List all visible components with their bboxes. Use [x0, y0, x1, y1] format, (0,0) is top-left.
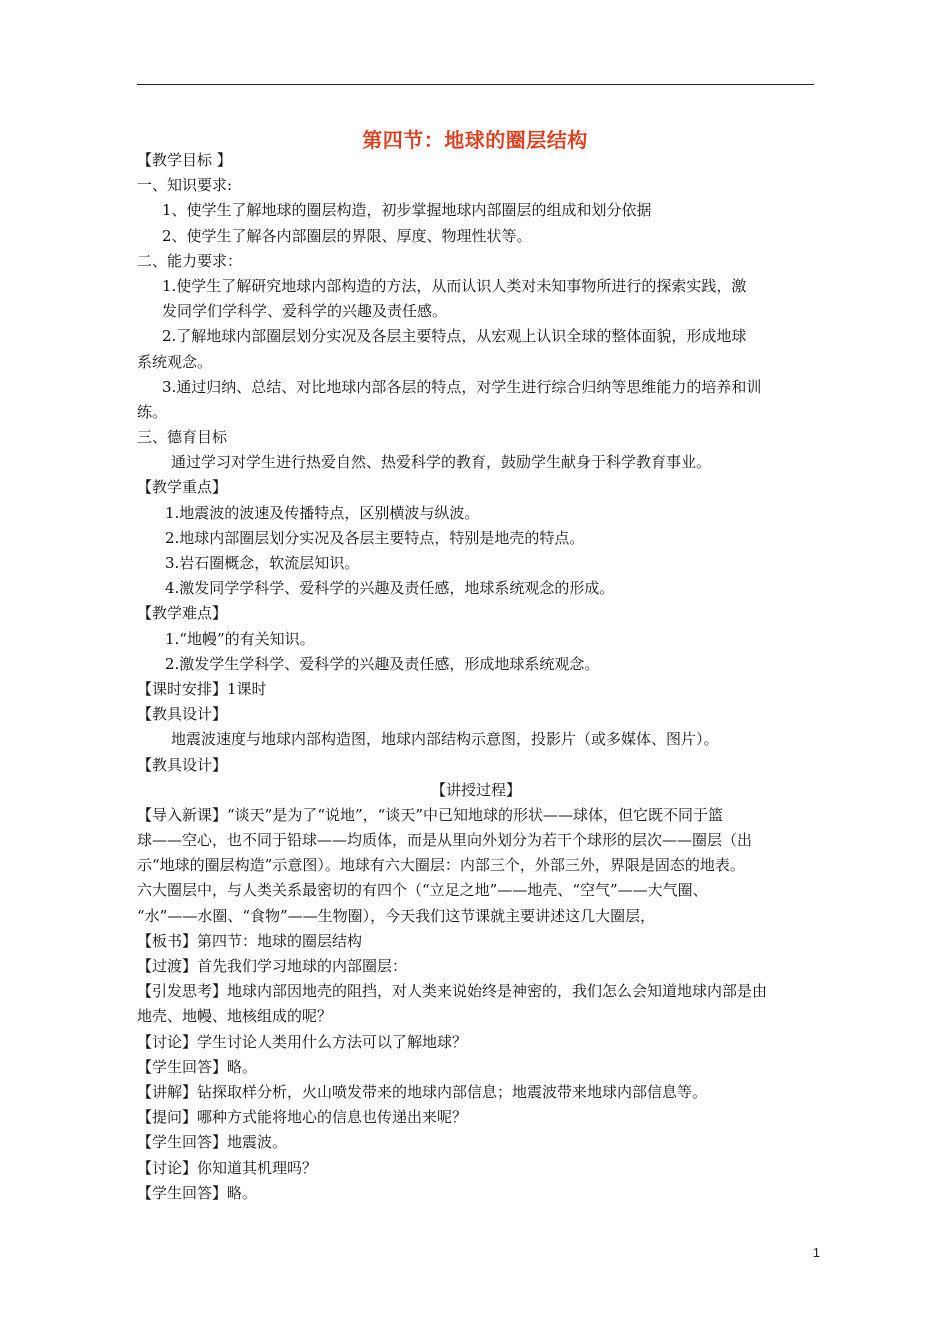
text-line: 二、能力要求：	[137, 251, 243, 270]
text-line: 1.使学生了解研究地球内部构造的方法，从而认识人类对未知事物所进行的探索实践，激	[162, 276, 747, 295]
text-line: 【引发思考】地球内部因地壳的阻挡，对人类来说始终是神密的，我们怎么会知道地球内部是由	[137, 982, 768, 1001]
page-number: 1	[812, 1245, 820, 1260]
text-line: 【学生回答】略。	[137, 1057, 258, 1076]
text-line: 三、德育目标	[137, 428, 228, 447]
text-line: 练。	[137, 402, 168, 421]
text-line: 【教学目标 】	[137, 151, 232, 169]
text-line: 地壳、地幔、地核组成的呢？	[137, 1007, 333, 1026]
text-line: 3.岩石圈概念，软流层知识。	[165, 554, 360, 572]
text-line: 发同学们学科学、爱科学的兴趣及责任感。	[162, 302, 448, 321]
text-line: 【板书】第四节：地球的圈层结构	[137, 931, 363, 950]
text-line: 六大圈层中，与人类关系最密切的有四个（“立足之地”——地壳、“空气”——大气圈、	[137, 881, 708, 900]
text-line: 【讨论】你知道其机理吗？	[137, 1158, 318, 1177]
text-line: 【学生回答】略。	[137, 1183, 258, 1202]
header-rule	[137, 84, 814, 85]
text-line: 2.地球内部圈层划分实况及各层主要特点，特别是地壳的特点。	[165, 528, 585, 547]
text-line: 地震波速度与地球内部构造图，地球内部结构示意图，投影片（或多媒体、图片）。	[171, 730, 719, 749]
document-body	[137, 148, 815, 1206]
text-line: 1、使学生了解地球的圈层构造，初步掌握地球内部圈层的组成和划分依据	[162, 201, 652, 220]
text-line: 【学生回答】地震波。	[137, 1133, 288, 1152]
text-line: 【提问】哪种方式能将地心的信息也传递出来呢？	[137, 1108, 468, 1127]
text-line: “水”——水圈、“食物”——生物圈），今天我们这节课就主要讲述这几大圈层，	[137, 906, 656, 925]
text-line: 【教具设计】	[137, 705, 228, 724]
text-line: 1.地震波的波速及传播特点，区别横波与纵波。	[165, 503, 480, 522]
text-line: 【讲授过程】	[430, 780, 521, 799]
text-line: 【课时安排】1课时	[137, 679, 267, 698]
text-line: 4.激发同学学科学、爱科学的兴趣及责任感，地球系统观念的形成。	[165, 579, 615, 598]
text-line: 【教学难点】	[137, 604, 228, 623]
text-line: 2、使学生了解各内部圈层的界限、厚度、物理性状等。	[162, 226, 532, 245]
text-line: 2.激发学生学科学、爱科学的兴趣及责任感，形成地球系统观念。	[165, 654, 600, 673]
text-line: 示“地球的圈层构造”示意图）。地球有六大圈层：内部三个，外部三外，界限是固态的地表。	[137, 856, 745, 875]
text-line: 一、知识要求:	[137, 176, 233, 195]
text-line: 球——空心，也不同于铅球——均质体，而是从里向外划分为若干个球形的层次——圈层（出	[137, 831, 753, 850]
text-line: 1.“地幔”的有关知识。	[165, 629, 315, 648]
text-line: 【讲解】钻探取样分析，火山喷发带来的地球内部信息；地震波带来地球内部信息等。	[137, 1082, 708, 1101]
document-title: 第四节：地球的圈层结构	[362, 128, 588, 152]
text-line: 【教学重点】	[137, 478, 228, 497]
text-line: 系统观念。	[137, 352, 213, 371]
text-line: 【过渡】首先我们学习地球的内部圈层：	[137, 957, 408, 975]
text-line: 【教具设计】	[137, 755, 228, 774]
text-line: 3.通过归纳、总结、对比地球内部各层的特点，对学生进行综合归纳等思维能力的培养和训	[162, 377, 762, 396]
text-line: 【导入新课】“谈天”是为了“说地”，“谈天”中已知地球的形状——球体，但它既不同于篮	[137, 805, 724, 824]
text-line: 通过学习对学生进行热爱自然、热爱科学的教育，鼓励学生献身于科学教育事业。	[171, 453, 712, 472]
text-line: 【讨论】学生讨论人类用什么方法可以了解地球？	[137, 1032, 468, 1051]
text-line: 2.了解地球内部圈层划分实况及各层主要特点，从宏观上认识全球的整体面貌，形成地球	[162, 327, 747, 346]
